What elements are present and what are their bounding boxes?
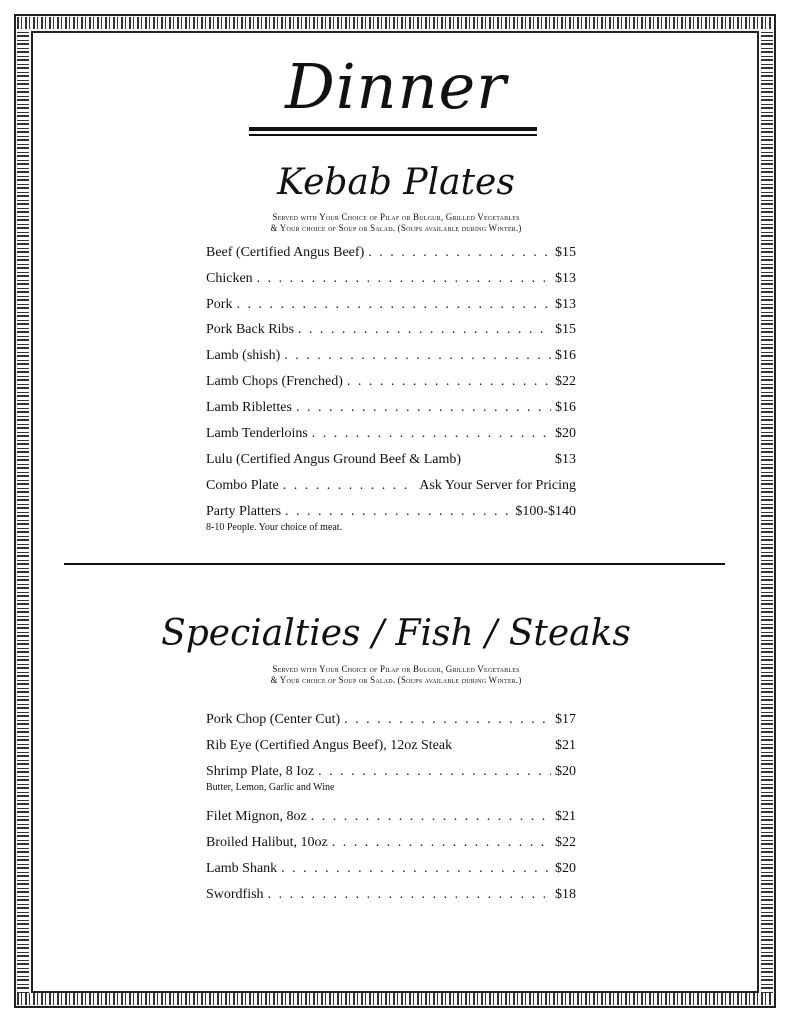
menu-item: [206, 452, 576, 468]
menu-item: [206, 271, 576, 287]
dot-leader: [368, 245, 551, 261]
menu-item: [206, 348, 576, 364]
dot-leader: [312, 426, 551, 442]
note-line: Served with Your Choice of Pilaf or Bulgur, Grilled Vegetables: [272, 212, 520, 222]
item-name: Lamb Shank: [206, 861, 278, 876]
menu-item: [206, 738, 576, 754]
dot-leader: [236, 297, 551, 313]
menu-item: [206, 835, 576, 851]
item-name: Lamb Chops (Frenched): [206, 374, 343, 389]
item-price: $22: [555, 374, 576, 389]
title-underline-thick: [249, 127, 537, 131]
dot-leader: [283, 478, 416, 494]
item-name: Beef (Certified Angus Beef): [206, 245, 365, 260]
item-price: $20: [555, 861, 576, 876]
note-line: & Your choice of Soup or Salad. (Soups available during Winter.): [270, 675, 522, 685]
item-price: $15: [555, 245, 576, 260]
item-price: $13: [555, 271, 576, 286]
dot-leader: [285, 504, 511, 520]
dot-leader: [311, 809, 551, 825]
menu-item: [206, 245, 576, 261]
dot-leader: [284, 348, 551, 364]
item-name: Pork Chop (Center Cut): [206, 712, 341, 727]
menu-item: [206, 322, 576, 338]
item-price: $20: [555, 764, 576, 779]
menu-item: [206, 400, 576, 416]
item-price: $22: [555, 835, 576, 850]
item-price: $16: [555, 348, 576, 363]
menu-item: [206, 887, 576, 903]
menu-item: [206, 478, 576, 494]
section-note-specialties: [0, 664, 792, 686]
item-name: Chicken: [206, 271, 253, 286]
menu-item: [206, 712, 576, 728]
menu-item: [206, 426, 576, 442]
item-name: Lamb Tenderloins: [206, 426, 308, 441]
item-price: $16: [555, 400, 576, 415]
shrimp-plate-note: Butter, Lemon, Garlic and Wine: [206, 782, 335, 793]
item-name: Party Platters: [206, 504, 282, 519]
menu-item: [206, 809, 576, 825]
page-title: Dinner: [285, 50, 507, 123]
dot-leader: [257, 271, 551, 287]
item-price: $13: [555, 297, 576, 312]
section-note-kebab: [0, 212, 792, 234]
item-price: $21: [555, 738, 576, 753]
item-name: Filet Mignon, 8oz: [206, 809, 307, 824]
menu-item: [206, 504, 576, 520]
item-name: Pork: [206, 297, 233, 312]
section-title-specialties: Specialties / Fish / Steaks: [161, 613, 631, 654]
section-divider: [64, 563, 725, 565]
title-underline-thin: [249, 134, 537, 136]
item-price: $18: [555, 887, 576, 902]
item-name: Lulu (Certified Angus Ground Beef & Lamb): [206, 452, 462, 467]
dot-leader: [347, 374, 551, 390]
item-price: $21: [555, 809, 576, 824]
dot-leader: [281, 861, 551, 877]
note-line: Served with Your Choice of Pilaf or Bulgur, Grilled Vegetables: [272, 664, 520, 674]
item-price: $20: [555, 426, 576, 441]
item-name: Swordfish: [206, 887, 264, 902]
item-price: $100-$140: [515, 504, 576, 519]
item-name: Rib Eye (Certified Angus Beef), 12oz Steak: [206, 738, 453, 753]
item-name: Combo Plate: [206, 478, 279, 493]
dot-leader: [344, 712, 551, 728]
menu-item: [206, 297, 576, 313]
item-name: Shrimp Plate, 8 Ioz: [206, 764, 315, 779]
party-platter-note: 8-10 People. Your choice of meat.: [206, 522, 343, 533]
item-price: Ask Your Server for Pricing: [419, 478, 576, 493]
item-name: Broiled Halibut, 10oz: [206, 835, 328, 850]
section-title-kebab: Kebab Plates: [277, 162, 515, 203]
item-price: $17: [555, 712, 576, 727]
dot-leader: [332, 835, 551, 851]
note-line: & Your choice of Soup or Salad. (Soups available during Winter.): [270, 223, 522, 233]
menu-item: [206, 374, 576, 390]
item-name: Lamb (shish): [206, 348, 281, 363]
item-name: Lamb Riblettes: [206, 400, 292, 415]
dot-leader: [298, 322, 551, 338]
menu-item: [206, 764, 576, 780]
item-price: $13: [555, 452, 576, 467]
item-price: $15: [555, 322, 576, 337]
dot-leader: [268, 887, 551, 903]
item-name: Pork Back Ribs: [206, 322, 294, 337]
menu-item: [206, 861, 576, 877]
dot-leader: [318, 764, 551, 780]
dot-leader: [296, 400, 551, 416]
